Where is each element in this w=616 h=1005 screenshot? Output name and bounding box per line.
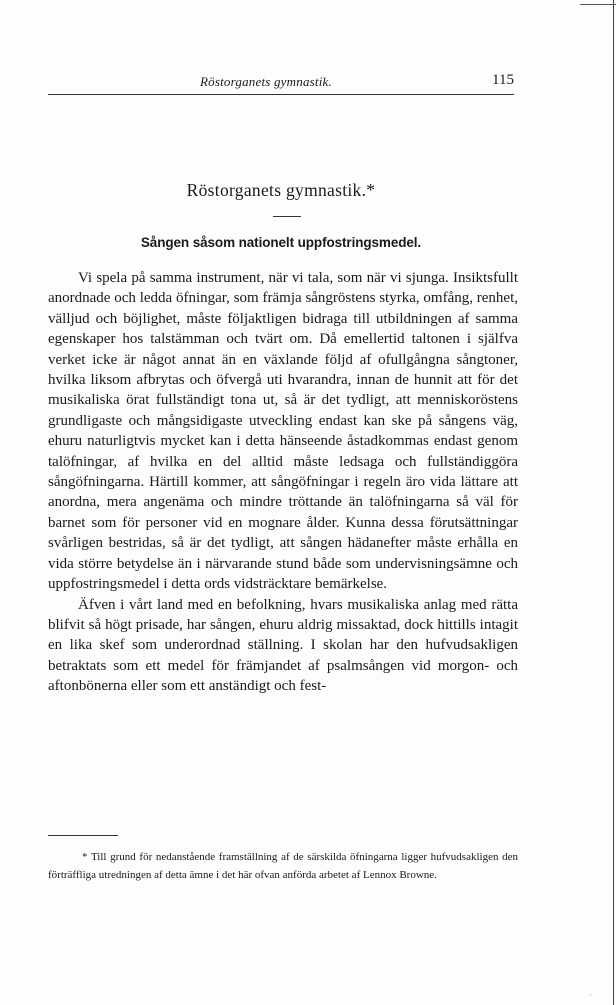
title-divider [273, 216, 301, 217]
scan-speck: · [589, 991, 592, 1000]
paragraph: Äfven i vårt land med en befolkning, hvars musikaliska anlag med rätta blifvit så högt prisade, har sången, ehuru aldrig missaktad, dock hittills intagit en lika skef som underordnad ställning. I skolan har den hufvudsakligen betraktats som ett medel för främjandet af psalmsången vid morgon- och aftonbönerna eller som ett anständigt och fest- [48, 596, 518, 695]
chapter-title: Röstorganets gymnastik.* [186, 180, 376, 200]
footnote: * Till grund för nedanstående framställning af de särskilda öfningarna ligger hufvudsakligen den förträffliga utredningen af detta ämne i det här ofvan anförda arbetet af Lennox Browne. [48, 851, 518, 881]
page-number: 115 [492, 72, 514, 88]
section-title: Sången såsom nationelt uppfostringsmedel. [140, 235, 422, 250]
page-edge-line [613, 0, 614, 1005]
paragraph: Vi spela på samma instrument, när vi tala, som när vi sjunga. Insiktsfullt anordnade och ledda öfningar, som främja sångröstens styrka, omfång, renhet, välljud och böjlighet, måste följaktligen bidraga till utbildningen af samma egenskaper hos talstämman och tvärt om. Då emellertid taltonen i själfva verket icke är något annat än en växlande följd af ofullgångna sångtoner, hvilka liksom afbrytas och öfvergå uti hvarandra, innan de hunnit att för det musikaliska örat fullständigt tona ut, så är det tydligt, att menniskoröstens grundligaste och mångsidigaste utveckling endast kan ske på sångens väg, ehuru naturligtvis mycket kan i detta hänseende åstadkommas endast genom talöfningar, af hvilka en del alltid måste ledsaga och fullständiggöra sångöfningarna. Härtill kommer, att sångöfningar i regeln äro vida lättare att anordna, mera angenäma och mindre tröttande än talöfningarna så väl för barnet som för personer vid en mognare ålder. Kunna dessa förutsättningar svårligen bestridas, så är det tydligt, att sången hädanefter måste erhålla en vida större betydelse än i närvarande stund både som undervisningsämne och uppfostringsmedel i detta ords vidsträcktare bemärkelse. [48, 270, 518, 593]
footnote-rule [48, 835, 118, 836]
page-corner-line [580, 4, 616, 5]
running-head-title: Röstorganets gymnastik. [200, 74, 332, 89]
body-text [48, 268, 518, 697]
header-rule [48, 94, 514, 95]
running-head [48, 70, 514, 94]
